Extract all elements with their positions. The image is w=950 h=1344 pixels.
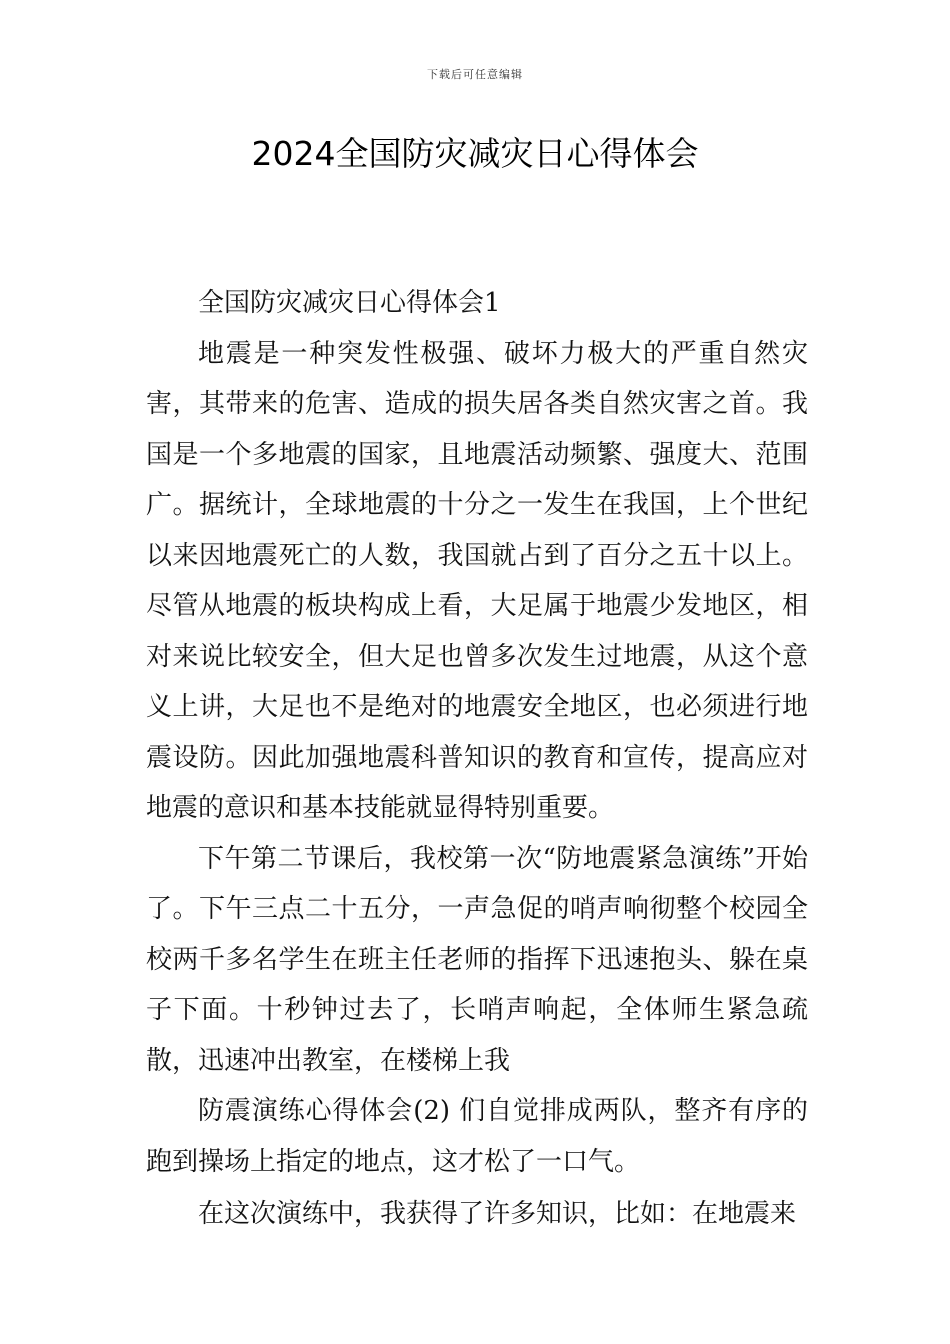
section-heading: 全国防灾减灾日心得体会1 (198, 288, 501, 318)
paragraph-drill-description: 下午第二节课后，我校第一次“防地震紧急演练”开始了。下午三点二十五分，一声急促的哨声响彻整个校园全校两千多名学生在班主任老师的指挥下迅速抱头、躲在桌子下面。十秒钟过去了，长哨声响起，全体师生紧急疏散，迅速冲出教室，在楼梯上我 (146, 843, 808, 1076)
document-body (146, 278, 808, 1240)
paragraph-drill-continued: 防震演练心得体会(2) 们自觉排成两队，整齐有序的跑到操场上指定的地点，这才松了一口气。 (146, 1096, 808, 1177)
header-note: 下载后可任意编辑 (427, 68, 523, 81)
document-title: 2024全国防灾减灾日心得体会 (251, 134, 699, 173)
paragraph-earthquake-intro: 地震是一种突发性极强、破坏力极大的严重自然灾害，其带来的危害、造成的损失居各类自然灾害之首。我国是一个多地震的国家，且地震活动频繁、强度大、范围广。据统计，全球地震的十分之一发生在我国，上个世纪以来因地震死亡的人数，我国就占到了百分之五十以上。尽管从地震的板块构成上看，大足属于地震少发地区，相对来说比较安全，但大足也曾多次发生过地震，从这个意义上讲，大足也不是绝对的地震安全地区，也必须进行地震设防。因此加强地震科普知识的教育和宣传，提高应对地震的意识和基本技能就显得特别重要。 (146, 338, 808, 823)
paragraph-knowledge: 在这次演练中，我获得了许多知识，比如：在地震来 (198, 1199, 797, 1229)
